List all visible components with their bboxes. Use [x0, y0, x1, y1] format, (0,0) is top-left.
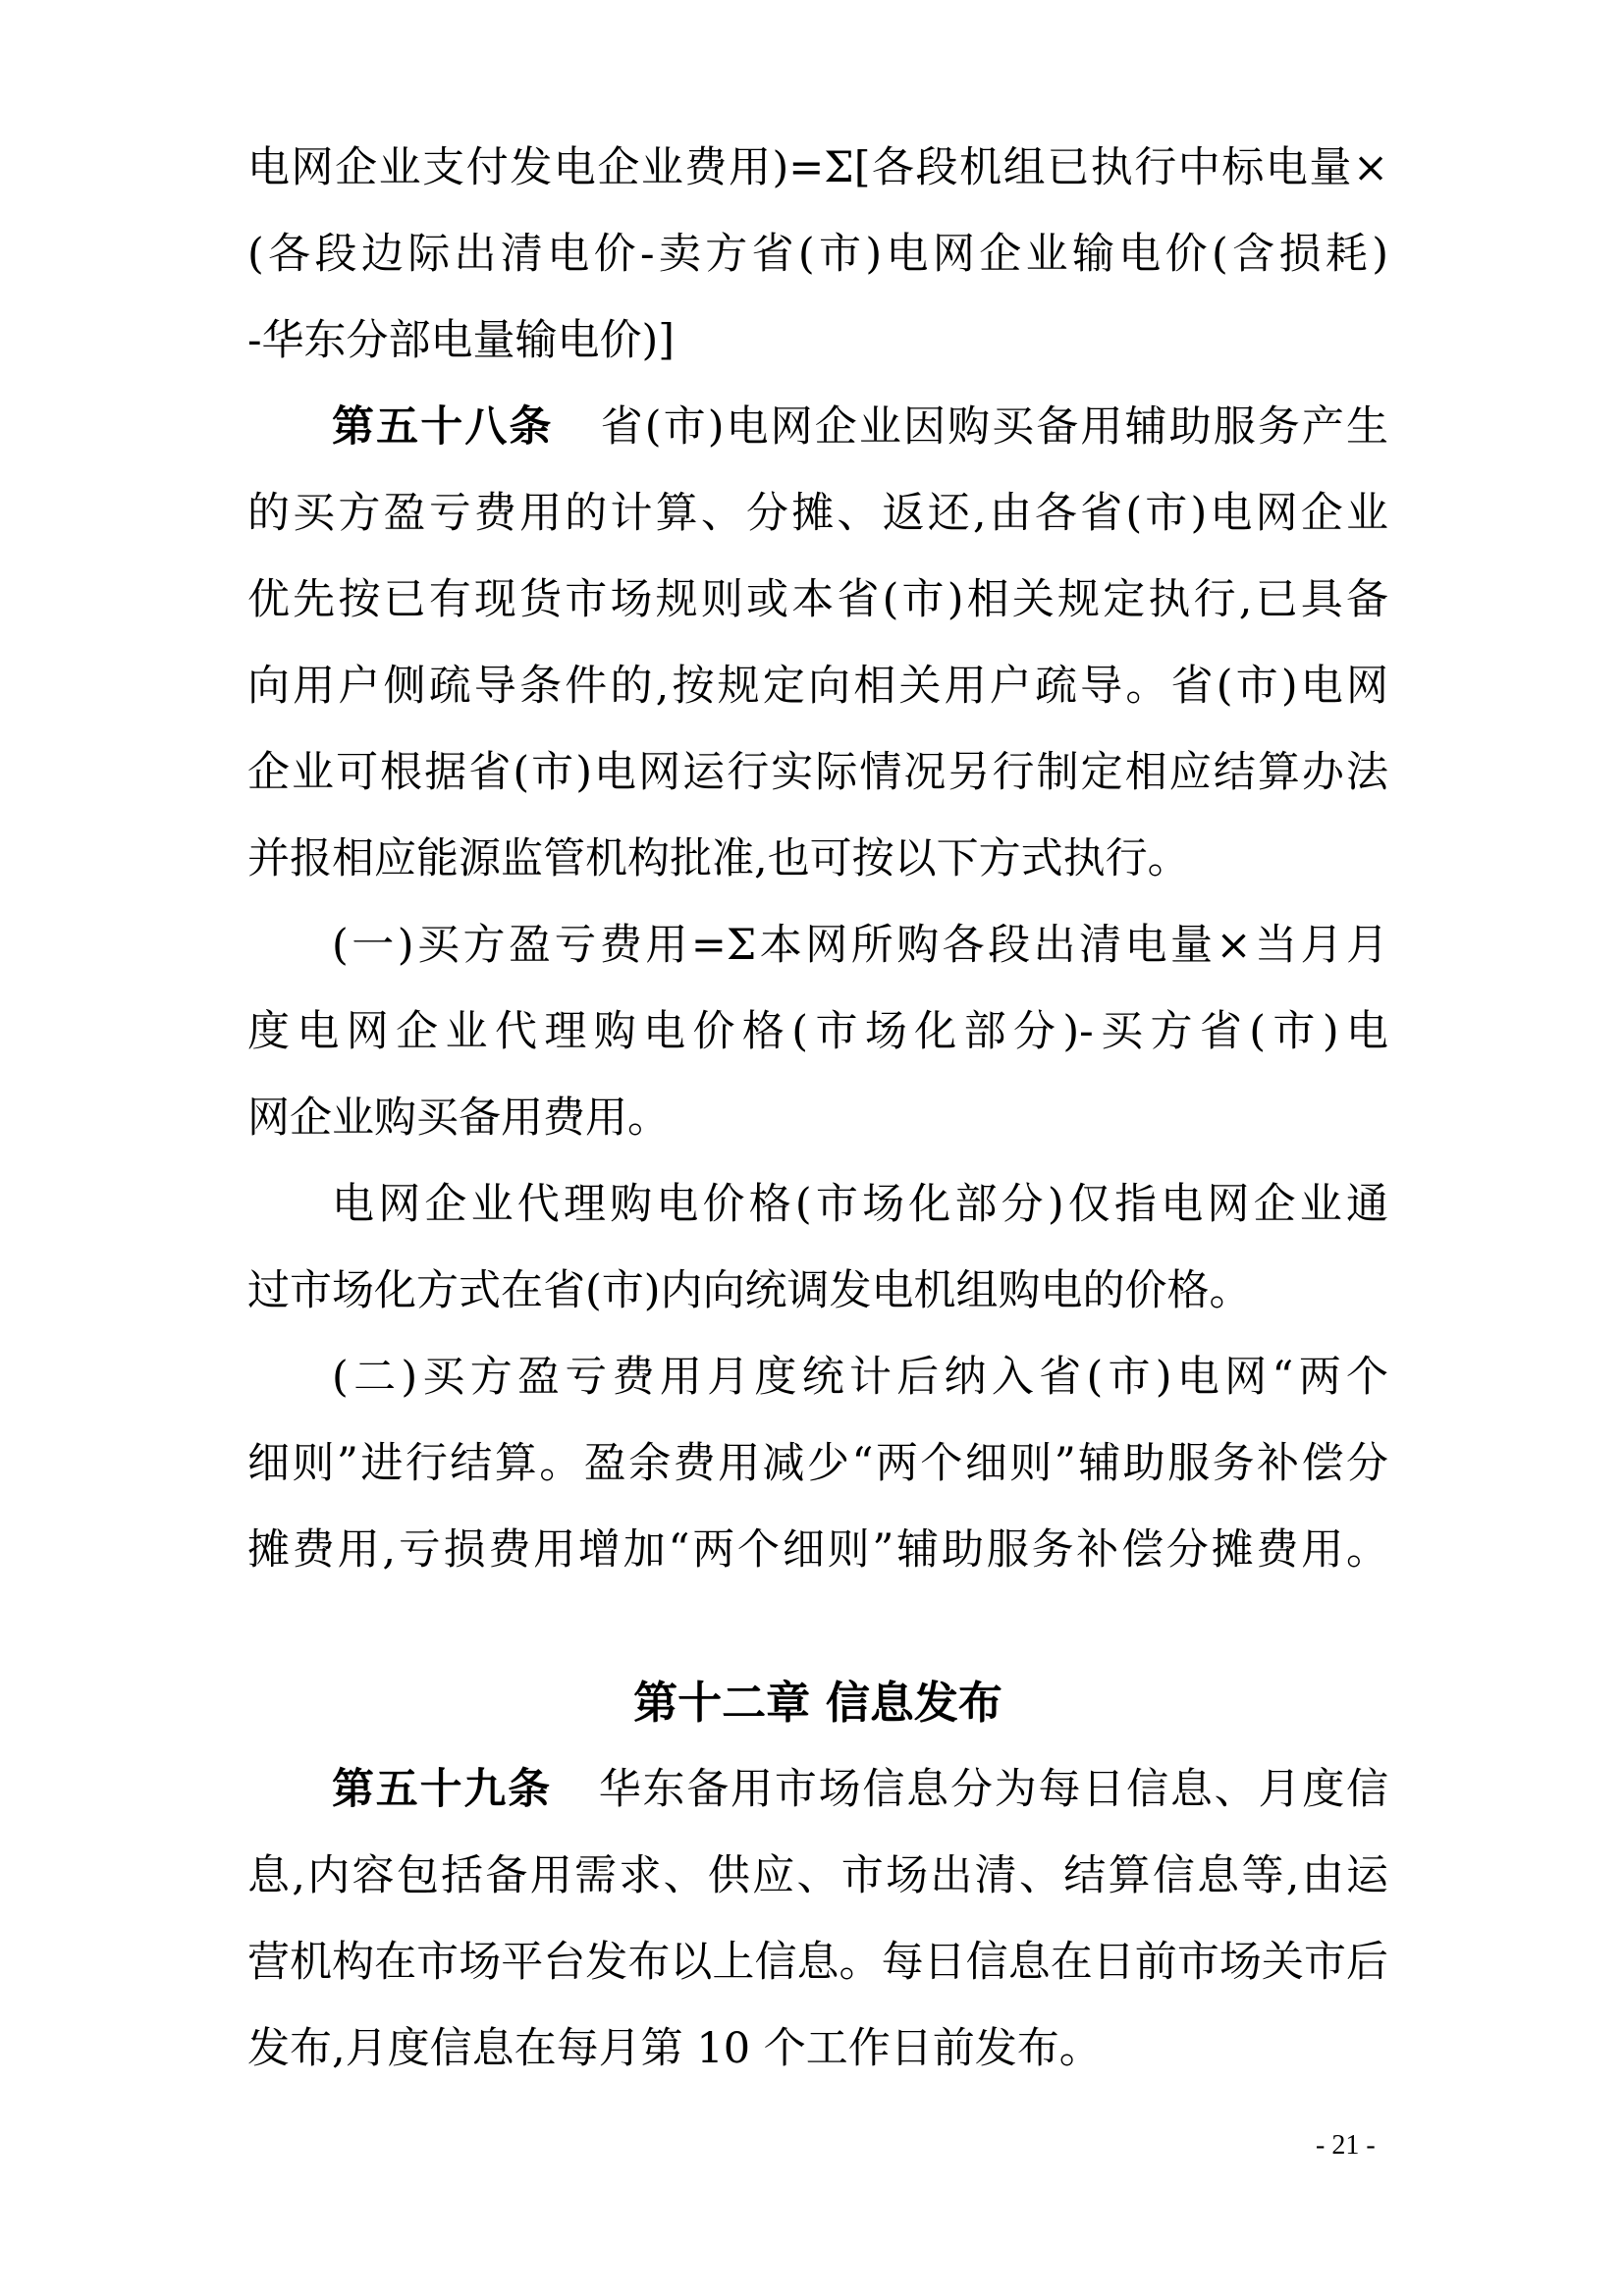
- article-58-title: 第五十八条: [332, 402, 554, 452]
- text-line: 企业可根据省(市)电网运行实际情况另行制定相应结算办法: [247, 748, 1388, 797]
- text-line: 向用户侧疏导条件的,按规定向相关用户疏导。省(市)电网: [247, 662, 1388, 711]
- text-line: 细则”进行结算。盈余费用减少“两个细则”辅助服务补偿分: [247, 1439, 1388, 1488]
- text-line: 优先按已有现货市场规则或本省(市)相关规定执行,已具备: [247, 575, 1388, 624]
- text-line: 息,内容包括备用需求、供应、市场出清、结算信息等,由运: [247, 1851, 1388, 1900]
- article-59-title: 第五十九条: [332, 1765, 552, 1814]
- article-59-first-line: [332, 1745, 1388, 1834]
- text-line: (各段边际出清电价-卖方省(市)电网企业输电价(含损耗): [247, 230, 1388, 279]
- text-line: 华东备用市场信息分为每日信息、月度信: [596, 1765, 1389, 1814]
- item-1-first-line: (一)买方盈亏费用=Σ本网所购各段出清电量×当月月: [332, 921, 1388, 970]
- text-line: 过市场化方式在省(市)内向统调发电机组购电的价格。: [247, 1266, 1252, 1315]
- item-2-first-line: (二)买方盈亏费用月度统计后纳入省(市)电网“两个: [332, 1353, 1388, 1402]
- text-line: 的买方盈亏费用的计算、分摊、返还,由各省(市)电网企业: [247, 489, 1388, 538]
- text-line: 电网企业支付发电企业费用)=Σ[各段机组已执行中标电量×: [247, 143, 1388, 192]
- text-line: 省(市)电网企业因购买备用辅助服务产生: [598, 402, 1388, 452]
- page-number: - 21 -: [1316, 2130, 1376, 2161]
- text-line: 摊费用,亏损费用增加“两个细则”辅助服务补偿分摊费用。: [247, 1525, 1388, 1575]
- text-line: 营机构在市场平台发布以上信息。每日信息在日前市场关市后: [247, 1938, 1388, 1987]
- text-line: 发布,月度信息在每月第 10 个工作日前发布。: [247, 2024, 1102, 2073]
- text-line: -华东分部电量输电价)]: [247, 316, 676, 365]
- text-line: 并报相应能源监管机构批准,也可按以下方式执行。: [247, 834, 1190, 883]
- text-line: 网企业购买备用费用。: [247, 1094, 670, 1143]
- article-58-first-line: [332, 383, 1388, 471]
- chapter-heading: 第十二章 信息发布: [633, 1677, 1002, 1729]
- note-first-line: 电网企业代理购电价格(市场化部分)仅指电网企业通: [332, 1180, 1388, 1229]
- text-line: 度电网企业代理购电价格(市场化部分)-买方省(市)电: [247, 1007, 1388, 1056]
